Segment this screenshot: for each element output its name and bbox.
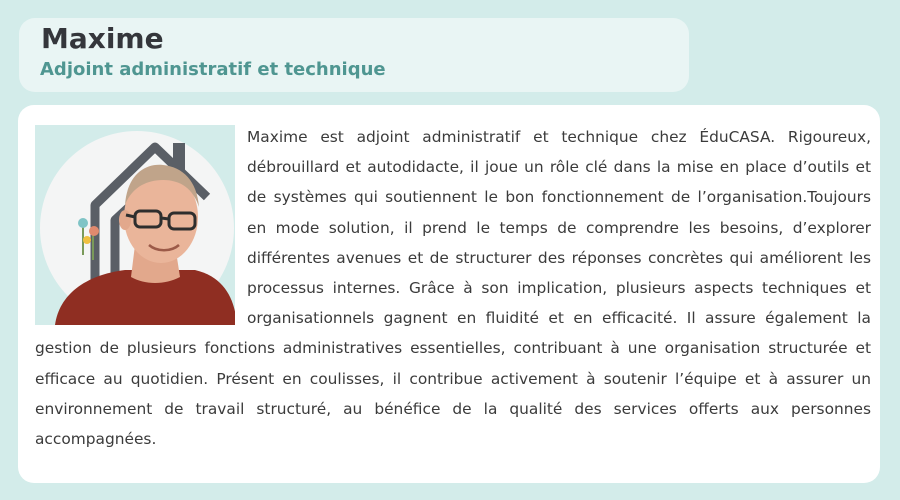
profile-name: Maxime xyxy=(41,22,164,55)
bio-text-container xyxy=(35,122,871,454)
profile-header xyxy=(19,18,689,92)
bio-card xyxy=(18,105,880,483)
bio-text: Maxime est adjoint administratif et technique chez ÉduCASA. Rigoureux, débrouillard et autodidacte, il joue un rôle clé dans la mise en place d’outils et de systèmes qui soutiennent le bon fonctionnement de l’organisation.Toujours en mode solution, il prend le temps de comprendre les besoins, d’explorer différentes avenues et de structurer des réponses concrètes qui améliorent les processus internes. Grâce à son implication, plusieurs aspects techniques et organisationnels gagnent en fluidité et en efficacité. Il assure également la gestion de plusieurs fonctions administratives essentielles, contribuant à une organisation structurée et efficace au quotidien. Présent en coulisses, il contribue activement à soutenir l’équipe et à assurer un environnement de travail structuré, au bénéfice de la qualité des services offerts aux personnes accompagnées. xyxy=(35,128,871,449)
profile-role: Adjoint administratif et technique xyxy=(40,59,386,80)
photo-spacer xyxy=(35,122,235,330)
